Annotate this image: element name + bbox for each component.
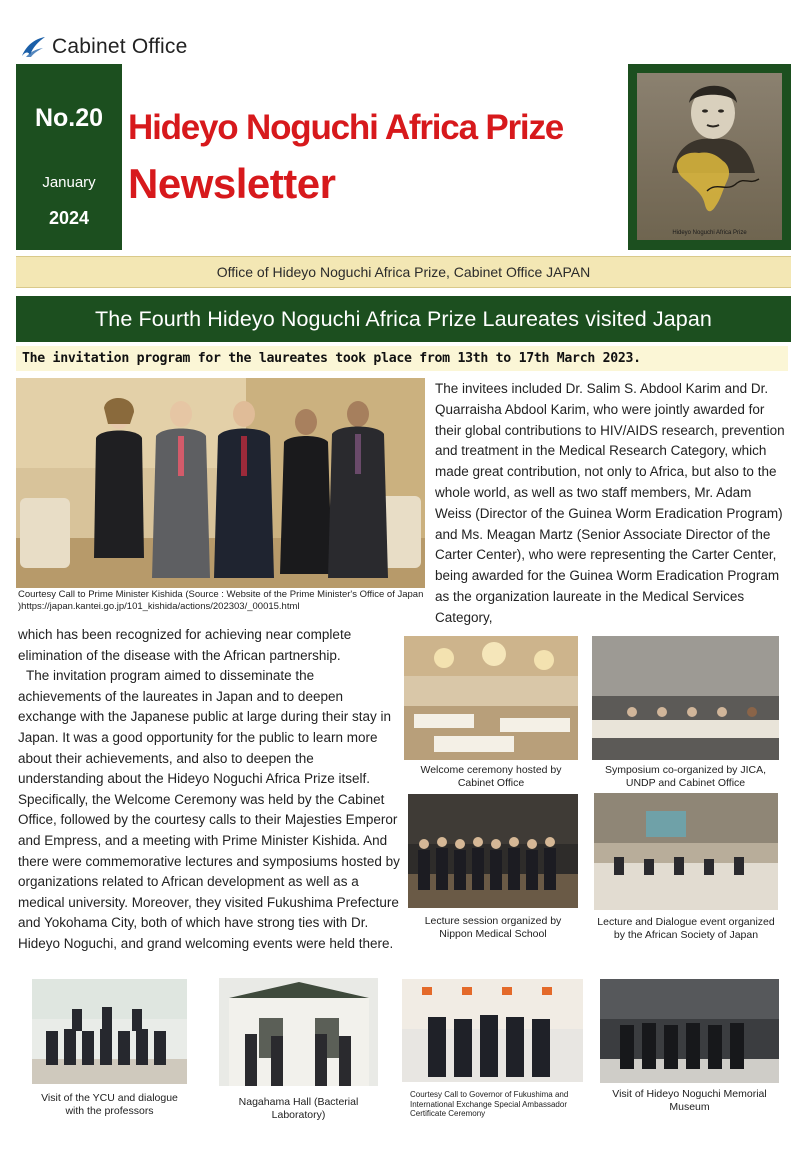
main-photo-caption: Courtesy Call to Prime Minister Kishida (Source : Website of the Prime Minister's Office of Japan )https://japan.kantei.go.jp/101_kishida/actions/202303/_00015.html: [18, 589, 424, 612]
caption-ycu-visit: Visit of the YCU and dialogue with the professors: [41, 1092, 178, 1117]
caption-memorial-museum: Visit of Hideyo Noguchi Memorial Museum: [612, 1088, 767, 1113]
caption-lecture-dialogue: Lecture and Dialogue event organized by the African Society of Japan: [597, 916, 775, 941]
portrait-illustration: [637, 73, 782, 240]
photo-ycu-visit: [32, 979, 187, 1084]
article-text-left-column: [18, 625, 401, 955]
newsletter-title: Hideyo Noguchi Africa Prize: [128, 108, 564, 147]
noguchi-portrait-image: [637, 73, 782, 240]
caption-symposium: Symposium co-organized by JICA, UNDP and Cabinet Office: [604, 764, 767, 789]
photo-welcome-ceremony: [404, 636, 578, 760]
caption-welcome-ceremony: Welcome ceremony hosted by Cabinet Office: [420, 764, 562, 789]
article-text-right-column: The invitees included Dr. Salim S. Abdool Karim and Dr. Quarraisha Abdool Karim, who were jointly awarded for their global contributions to HIV/AIDS research, prevention and treatment in the Medical Research Category, which made great contribution, not only to Africa, but also to the whole world, as well as two staff members, Mr. Adam Weiss (Director of the Guinea Worm Eradication Program) and Ms. Meagan Martz (Senior Associate Director of the Carter Center), who were representing the Carter Center, being awarded for the Guinea Worm Eradication Program as the organization laureate in the Medical Services Category,: [435, 381, 785, 625]
caption-nagahama-hall: Nagahama Hall (Bacterial Laboratory): [238, 1096, 359, 1121]
cabinet-office-emblem-icon: [20, 36, 46, 58]
issue-number: No.20: [34, 104, 104, 132]
issue-year: 2024: [48, 208, 90, 228]
photo-fukushima-courtesy-call: [402, 979, 583, 1082]
article-paragraph-2: The invitation program aimed to disseminate the achievements of the laureates in Japan and to deepen exchange with the Japanese public at large during their stay in Japan. It was a good opportunity for the public to learn more about their achievements, and also to deepen the understanding about the Hideyo Noguchi Africa Prize itself. Specifically, the Welcome Ceremony was held by the Cabinet Office, followed by the courtesy calls to their Majesties Emperor and Empress, and a meeting with Prime Minister Kishida. And there were commemorative lectures and symposiums hosted by organizations related to African development as well as a medical university. Moreover, they visited Fukushima Prefecture and Yokohama City, both of which have strong ties with Dr. Hideyo Noguchi, and grand welcoming events were held there.: [18, 668, 400, 951]
caption-lecture-session: Lecture session organized by Nippon Medical School: [424, 915, 562, 940]
section-banner: The Fourth Hideyo Noguchi Africa Prize Laureates visited Japan: [16, 296, 791, 342]
office-band: Office of Hideyo Noguchi Africa Prize, Cabinet Office JAPAN: [16, 256, 791, 288]
caption-fukushima-courtesy-call: Courtesy Call to Governor of Fukushima and International Exchange Special Ambassador Certificate Ceremony: [410, 1090, 569, 1119]
section-subheading: The invitation program for the laureates took place from 13th to 17th March 2023.: [16, 346, 788, 371]
portrait-box: [628, 64, 791, 250]
photo-symposium: [592, 636, 779, 760]
issue-month: January: [42, 174, 96, 191]
photo-lecture-dialogue: [594, 793, 778, 910]
photo-nagahama-hall: [219, 978, 378, 1086]
photo-memorial-museum: [600, 979, 779, 1083]
main-photo-courtesy-call: [16, 378, 425, 588]
cabinet-office-logo: [20, 34, 188, 60]
portrait-caption: Hideyo Noguchi Africa Prize: [672, 230, 747, 236]
logo-text: Cabinet Office: [52, 35, 188, 58]
issue-box: [16, 64, 122, 250]
photo-lecture-session: [408, 794, 578, 908]
article-paragraph-1: which has been recognized for achieving near complete elimination of the disease with the African partnership.: [18, 627, 352, 663]
newsletter-subtitle: Newsletter: [128, 160, 336, 207]
